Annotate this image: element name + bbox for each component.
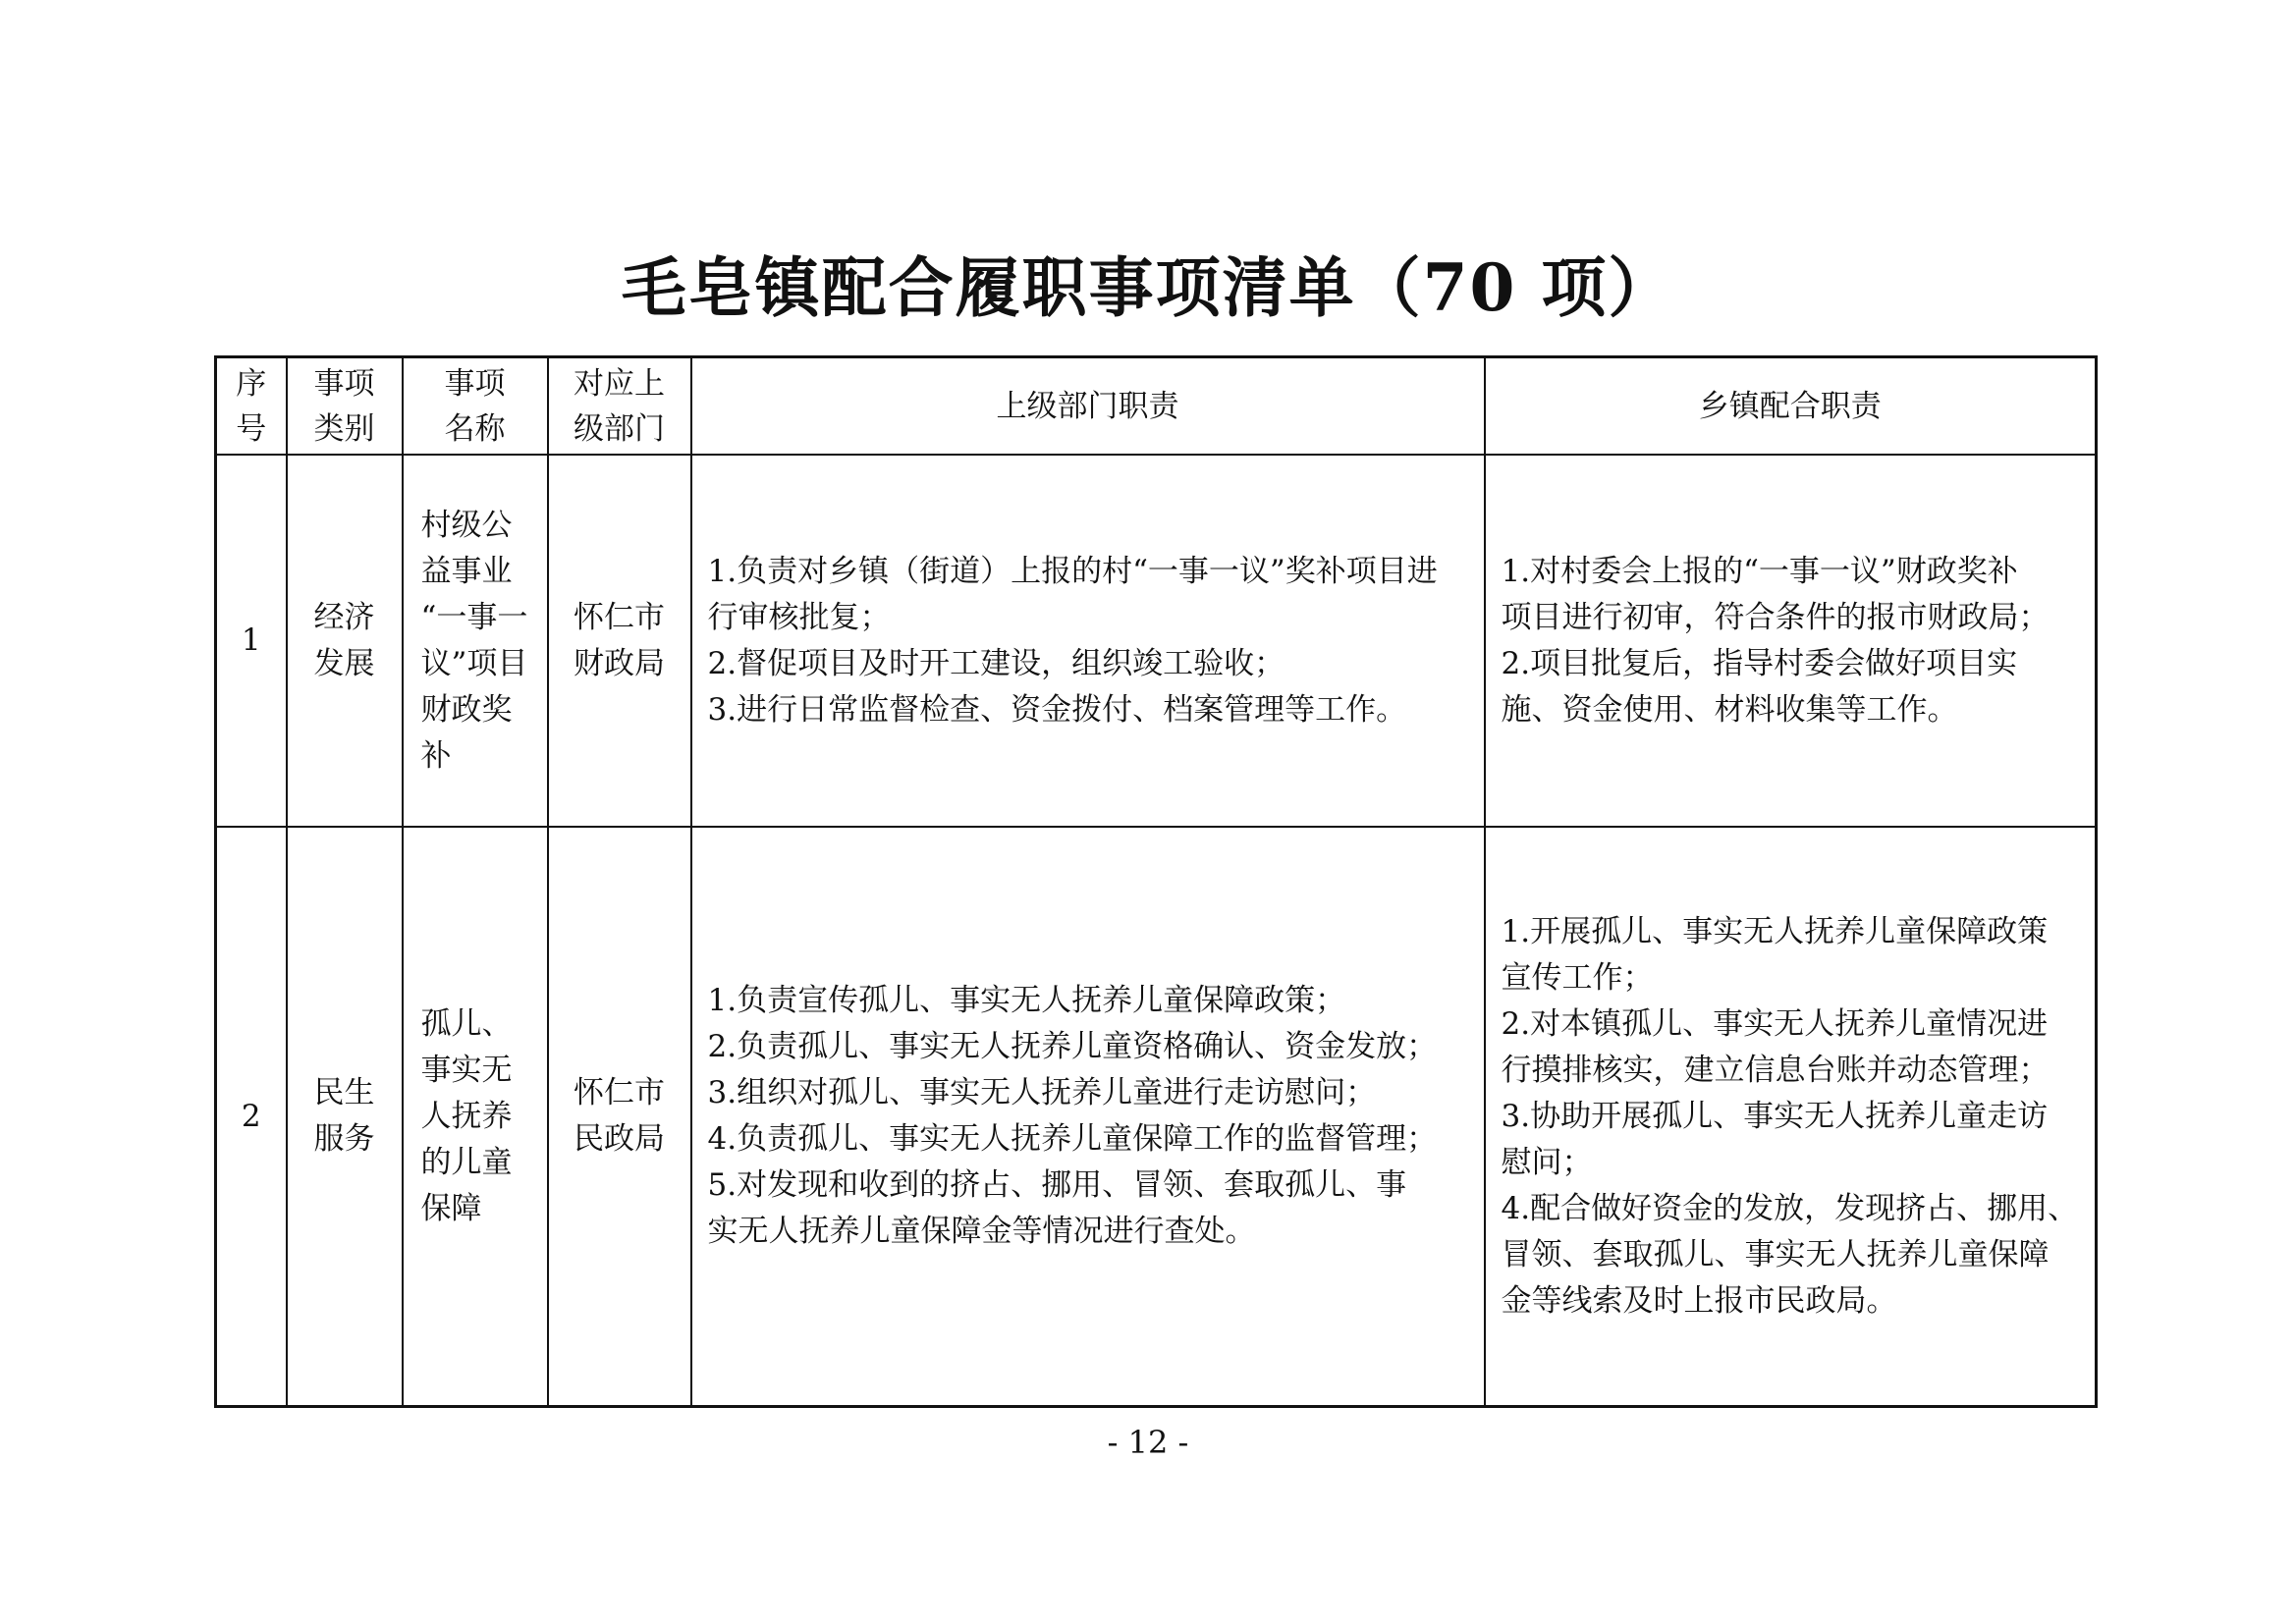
name-line: 事实无 [420, 1052, 513, 1088]
name-line: 财政奖 [420, 691, 513, 728]
header-no: 序 号 [216, 357, 287, 456]
name-line: 的儿童 [420, 1144, 513, 1180]
table-row [216, 455, 2097, 827]
name-line: 益事业 [420, 553, 513, 589]
name-line: 保障 [420, 1190, 482, 1226]
header-dept: 对应上 级部门 [548, 357, 691, 456]
name-line: 村级公 [420, 507, 513, 543]
document-title: 毛皂镇配合履职事项清单（70 项） [621, 249, 1675, 326]
town-duty-line: 金等线索及时上报市民政局。 [1501, 1282, 1897, 1319]
town-duty-line: 慰问； [1501, 1144, 1593, 1180]
header-name: 事项 名称 [403, 357, 548, 456]
row-dept [548, 827, 691, 1407]
category-line: 服务 [313, 1121, 375, 1157]
superior-duty-line: 实无人抚养儿童保障金等情况进行查处。 [707, 1214, 1256, 1249]
name-line: 补 [420, 737, 452, 774]
superior-duty-line: 2.负责孤儿、事实无人抚养儿童资格确认、资金发放； [707, 1029, 1438, 1064]
row-no: 1 [216, 455, 287, 827]
town-duty-line: 行摸排核实，建立信息台账并动态管理； [1501, 1052, 2050, 1088]
header-category: 事项 类别 [287, 357, 403, 456]
row-name [403, 827, 548, 1407]
table-header-row [216, 357, 2097, 456]
dept-line: 怀仁市 [574, 1075, 665, 1110]
town-duty-line: 施、资金使用、材料收集等工作。 [1501, 691, 1958, 728]
town-duty-line: 宣传工作； [1501, 959, 1654, 996]
page-number: - 12 - [1107, 1424, 1189, 1461]
table-row [216, 827, 2097, 1407]
town-duty-line: 2.对本镇孤儿、事实无人抚养儿童情况进 [1501, 1005, 2049, 1042]
superior-duty-line: 5.对发现和收到的挤占、挪用、冒领、套取孤儿、事 [707, 1167, 1407, 1203]
row-town-duty [1485, 827, 2097, 1407]
superior-duty-line: 1.负责对乡镇（街道）上报的村“一事一议”奖补项目进 [707, 553, 1438, 589]
name-line: 孤儿、 [420, 1005, 513, 1042]
superior-duty-line: 1.负责宣传孤儿、事实无人抚养儿童保障政策； [707, 983, 1346, 1018]
name-line: 人抚养 [420, 1098, 513, 1134]
row-superior-duty [691, 455, 1485, 827]
duty-table [214, 355, 2098, 1408]
category-line: 经济 [313, 599, 375, 635]
header-town-duty: 乡镇配合职责 [1485, 357, 2097, 456]
name-line: “一事一 [420, 599, 528, 635]
dept-line: 民政局 [574, 1121, 665, 1157]
town-duty-line: 项目进行初审，符合条件的报市财政局； [1501, 599, 2050, 635]
town-duty-line: 3.协助开展孤儿、事实无人抚养儿童走访 [1501, 1098, 2049, 1134]
row-name [403, 455, 548, 827]
header-superior-duty: 上级部门职责 [691, 357, 1485, 456]
row-town-duty [1485, 455, 2097, 827]
category-line: 发展 [313, 645, 375, 681]
superior-duty-line: 3.进行日常监督检查、资金拨付、档案管理等工作。 [707, 691, 1407, 728]
name-line: 议”项目 [420, 645, 528, 681]
town-duty-line: 1.开展孤儿、事实无人抚养儿童保障政策 [1501, 913, 2049, 949]
town-duty-line: 4.配合做好资金的发放，发现挤占、挪用、 [1501, 1190, 2079, 1226]
row-superior-duty [691, 827, 1485, 1407]
row-category [287, 827, 403, 1407]
row-dept [548, 455, 691, 827]
superior-duty-line: 4.负责孤儿、事实无人抚养儿童保障工作的监督管理； [707, 1121, 1438, 1157]
town-duty-line: 1.对村委会上报的“一事一议”财政奖补 [1501, 553, 2018, 589]
row-category [287, 455, 403, 827]
dept-line: 怀仁市 [574, 599, 665, 635]
town-duty-line: 2.项目批复后，指导村委会做好项目实 [1501, 645, 2018, 681]
town-duty-line: 冒领、套取孤儿、事实无人抚养儿童保障 [1501, 1236, 2050, 1272]
superior-duty-line: 2.督促项目及时开工建设，组织竣工验收； [707, 645, 1285, 681]
superior-duty-line: 行审核批复； [707, 599, 891, 635]
category-line: 民生 [313, 1075, 375, 1110]
row-no: 2 [216, 827, 287, 1407]
dept-line: 财政局 [574, 645, 665, 681]
superior-duty-line: 3.组织对孤儿、事实无人抚养儿童进行走访慰问； [707, 1075, 1377, 1110]
